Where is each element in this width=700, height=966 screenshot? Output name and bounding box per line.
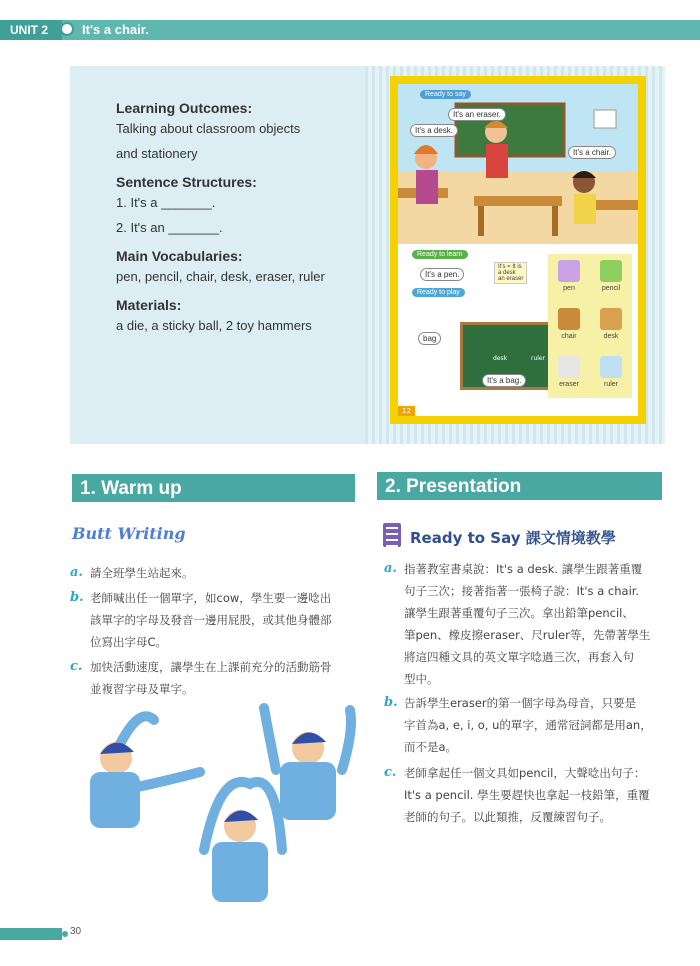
unit-label: UNIT 2: [0, 20, 62, 40]
vocab-eraser: eraser: [548, 350, 590, 398]
warmup-heading: 1. Warm up: [72, 474, 355, 502]
grammar-note-line: It's = It is: [498, 264, 522, 270]
learning-outcomes-line: and stationery: [116, 146, 198, 161]
board-word: ruler: [531, 355, 546, 362]
presentation-step-a: [384, 558, 666, 690]
board-word: desk: [493, 355, 508, 362]
vocab-chair: chair: [548, 302, 590, 350]
step-text: 讓學生跟著重覆句子三次。拿出鉛筆pencil、: [404, 606, 634, 620]
kid-figure-center: [204, 782, 282, 902]
document-icon: [383, 523, 401, 547]
learning-outcomes-heading: Learning Outcomes:: [116, 100, 253, 116]
step-text: 筆pen、橡皮擦eraser、尺ruler等，先帶著學生: [404, 628, 651, 642]
grammar-note: [494, 262, 527, 284]
vocabularies-heading: Main Vocabularies:: [116, 248, 243, 264]
step-marker: a.: [384, 561, 397, 576]
step-text: 老師喊出任一個單字，如cow，學生要一邊唸出: [90, 591, 332, 605]
step-marker: c.: [70, 659, 83, 674]
ready-to-say-title: Ready to Say 課文情境教學: [410, 529, 616, 547]
step-text: 老師的句子。以此類推，反覆練習句子。: [404, 810, 611, 824]
lesson-info: [116, 100, 366, 338]
step-text: 告訴學生eraser的第一個字母為母音，只要是: [404, 696, 637, 710]
kid-figure-left: [90, 716, 200, 828]
book-page-number: 12: [398, 406, 415, 416]
sentence-structure: 1. It's a _______.: [116, 195, 216, 210]
step-text: 該單字的字母及發音一邊用屁股，或其他身體部: [90, 613, 332, 627]
step-marker: a.: [70, 565, 83, 580]
step-marker: b.: [384, 695, 398, 710]
vocab-ruler: ruler: [590, 350, 632, 398]
presentation-step-b: [384, 692, 666, 758]
vocab-pencil: pencil: [590, 254, 632, 302]
speech-bubble: It's an eraser.: [448, 108, 506, 121]
ready-to-say-badge: Ready to say: [420, 90, 471, 99]
unit-title: It's a chair.: [82, 22, 149, 37]
step-text: 而不是a。: [404, 740, 458, 754]
sentence-structure: 2. It's an _______.: [116, 220, 223, 235]
speech-bubble: It's a bag.: [482, 374, 526, 387]
butt-writing-title: Butt Writing: [72, 524, 186, 543]
materials-list: a die, a sticky ball, 2 toy hammers: [116, 318, 312, 333]
ready-to-play-badge: Ready to play: [412, 288, 465, 297]
vocabulary-grid: [548, 254, 632, 398]
vocabularies-list: pen, pencil, chair, desk, eraser, ruler: [116, 269, 325, 284]
warmup-step-a: [70, 562, 360, 584]
step-text: 指著教室書桌說：It's a desk. 讓學生跟著重覆: [404, 562, 643, 576]
speech-bubble: It's a chair.: [568, 146, 616, 159]
page-number: 30: [70, 926, 82, 937]
textbook-page: [390, 76, 646, 424]
warmup-step-b: [70, 587, 360, 653]
unit-dot: [60, 22, 74, 36]
footer-bar: [0, 928, 62, 940]
vocab-pen: pen: [548, 254, 590, 302]
grammar-note-line: a desk: [498, 270, 516, 276]
speech-bubble: bag: [418, 332, 441, 345]
step-marker: b.: [70, 590, 84, 605]
step-text: 並複習字母及單字。: [90, 682, 194, 696]
step-text: It's a pencil. 學生要趕快也拿起一枝鉛筆，重覆: [404, 788, 650, 802]
classroom-scene: [398, 84, 638, 244]
step-text: 句子三次；接著指著一張椅子說：It's a chair.: [404, 584, 640, 598]
warmup-step-c: [70, 656, 360, 700]
presentation-heading: 2. Presentation: [377, 472, 662, 500]
step-text: 將這四種文具的英文單字唸過三次，再套入句: [404, 650, 634, 664]
step-text: 型中。: [404, 672, 439, 686]
vocab-desk: desk: [590, 302, 632, 350]
classroom-illustration: [398, 84, 638, 244]
ready-to-learn-badge: Ready to learn: [412, 250, 468, 259]
step-text: 位寫出字母C。: [90, 635, 168, 649]
step-text: 字首為a, e, i, o, u的單字，通常冠詞都是用an，: [404, 718, 652, 732]
footer-dot: [62, 931, 68, 937]
sentence-structures-heading: Sentence Structures:: [116, 174, 257, 190]
grammar-note-line: an eraser: [498, 276, 524, 282]
step-text: 加快活動速度，讓學生在上課前充分的活動筋骨: [90, 660, 332, 674]
step-text: 老師拿起任一個文具如pencil，大聲唸出句子：: [404, 766, 646, 780]
stretching-kids-illustration: [80, 700, 380, 910]
step-text: 請全班學生站起來。: [90, 566, 194, 580]
speech-bubble: It's a desk.: [410, 124, 458, 137]
speech-bubble: It's a pen.: [420, 268, 464, 281]
step-marker: c.: [384, 765, 397, 780]
learning-outcomes-line: Talking about classroom objects: [116, 121, 301, 136]
materials-heading: Materials:: [116, 297, 182, 313]
presentation-step-c: [384, 762, 666, 828]
